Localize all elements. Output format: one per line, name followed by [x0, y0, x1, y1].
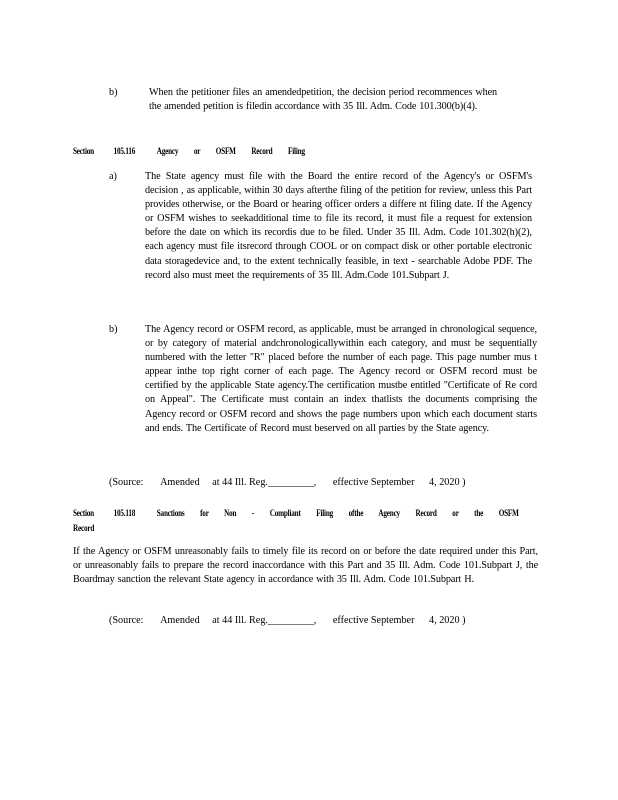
section-number: 105.118: [113, 508, 136, 519]
section-title: Sanctions for Non - Compliant Filing ofthe Agency Record or the OSFM: [156, 508, 519, 519]
item-marker-a: a): [109, 171, 117, 182]
section-118-heading: [73, 506, 533, 536]
item-marker-b: b): [109, 324, 118, 335]
paragraph-sanctions: If the Agency or OSFM unreasonably fails to timely file its record on or before the date required under this Part, or unreasonably fails to prepare the record inaccordance with this Part and 35 Ill. Adm. Code 101.Subpart J, the Boardmay sanction the relevant State agency in accordance with 35 Ill. Adm. Code 101.Subpart H.: [73, 546, 538, 586]
section-title-continued: Record: [73, 523, 95, 534]
source-note: (Source: Amended at 44 Ill. Reg._________, effective September 4, 2020 ): [109, 615, 466, 626]
item-marker-b: b): [109, 87, 118, 98]
source-note: (Source: Amended at 44 Ill. Reg._________, effective September 4, 2020 ): [109, 477, 466, 488]
section-label: Section: [73, 508, 94, 519]
section-title: Agency or OSFM Record Filing: [156, 146, 305, 157]
section-number: 105.116: [113, 146, 136, 157]
section-116-heading: [73, 144, 305, 159]
paragraph-record-filing: The State agency must file with the Board the entire record of the Agency's or OSFM's decision , as applicable, within 30 days afterthe filing of the petition for review, unless this Part provides otherwise, or the Board or hearing officer orders a differe nt filing date. If the Agency or OSFM wishes to seekadditional time to file its record, it must file a request for extension before the date on which its recordis due to be filed. Under 35 Ill. Adm. Code 101.302(h)(2), each agency must file itsrecord through COOL or on compact disk or other portable electronic data storagedevice and, to the extent technically feasible, in text - searchable Adobe PDF. The record also must meet the requirements of 35 Ill. Adm.Code 101.Subpart J.: [145, 171, 532, 281]
paragraph-amended-petition: When the petitioner files an amendedpetition, the decision period recommences when the amended petition is filedin accordance with 35 Ill. Adm. Code 101.300(b)(4).: [149, 87, 497, 113]
section-label: Section: [73, 146, 94, 157]
paragraph-record-arrangement: The Agency record or OSFM record, as applicable, must be arranged in chronological sequence, or by category of material andchronologicallywithin each category, and must be sequentially numbered with the letter "R" placed before the number of each page. This page number mus t appear inthe top right corner of each page. The Agency record or OSFM record must be certified by the applicable State agency.The certification mustbe entitled "Certificate of Re cord on Appeal". The Certificate must contain an index thatlists the documents comprising the Agency record or OSFM record and shows the page numbers upon which each document starts and ends. The Certificate of Record must beserved on all parties by the State agency.: [145, 324, 537, 434]
